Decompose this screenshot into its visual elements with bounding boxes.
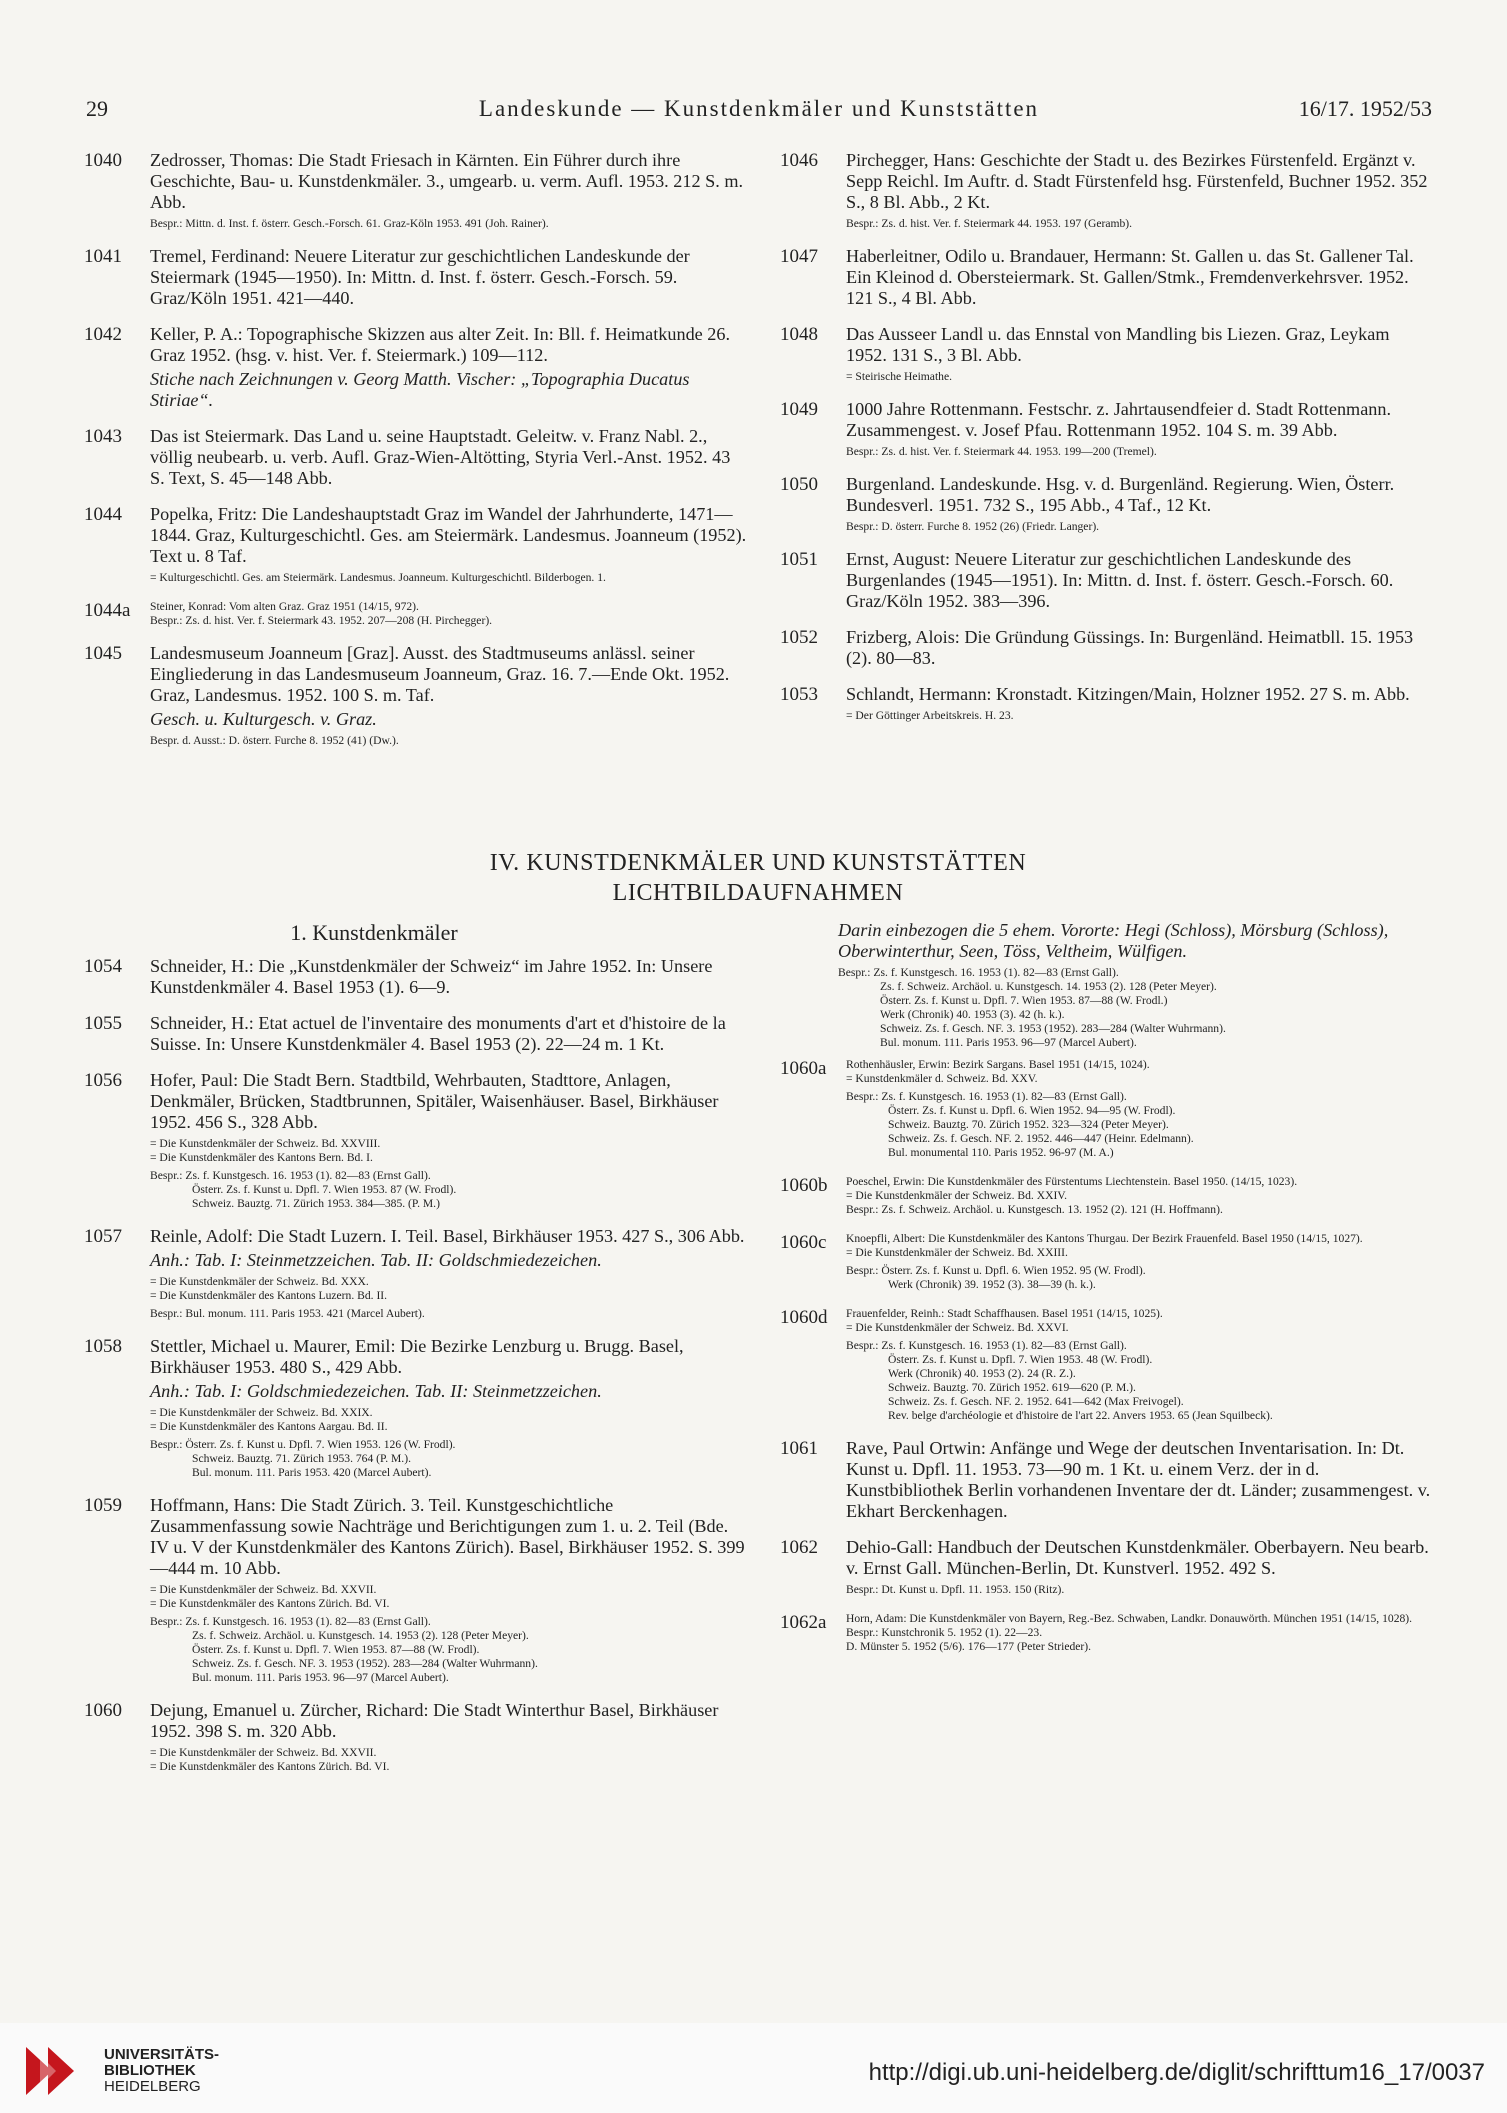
entry-text: Pirchegger, Hans: Geschichte der Stadt u. des Bezirkes Fürstenfeld. Ergänzt v. Sepp Reichl. Im Auftr. d. Stadt Fürstenfeld hsg. Fürstenfeld, Buchner 1952. 352 S., 8 Bl. Abb., 2 Kt.	[846, 150, 1428, 212]
entry-text: Dejung, Emanuel u. Zürcher, Richard: Die Stadt Winterthur Basel, Birkhäuser 1952. 398 S. m. 320 Abb.	[150, 1700, 719, 1741]
entry-number: 1041	[84, 246, 122, 267]
entry-number: 1044	[84, 504, 122, 525]
entry-note: Bespr.: Zs. d. hist. Ver. f. Steiermark 44. 1953. 197 (Geramb).	[846, 217, 1133, 230]
subsection-heading: 1. Kunstdenkmäler	[290, 920, 458, 945]
issue-number: 16/17. 1952/53	[1298, 96, 1432, 121]
bib-entry-1044	[84, 504, 748, 585]
continuation-1060	[780, 920, 1432, 1050]
running-title: Landeskunde — Kunstdenkmäler und Kunststätten	[478, 96, 1040, 121]
review-block	[838, 966, 1432, 1050]
entry-number: 1060d	[780, 1307, 828, 1328]
entry-review: Bespr.: Zs. f. Kunstgesch. 16. 1953 (1). 82—83 (Ernst Gall).	[150, 1615, 431, 1628]
entry-number: 1048	[780, 324, 818, 345]
section-title-line1: IV. KUNSTDENKMÄLER UND KUNSTSTÄTTEN	[489, 850, 1027, 876]
entry-review: Bul. monum. 111. Paris 1953. 96—97 (Marcel Aubert).	[880, 1036, 1137, 1049]
entry-number: 1045	[84, 643, 122, 664]
entry-number: 1059	[84, 1495, 122, 1516]
entry-number: 1056	[84, 1070, 122, 1091]
bib-entry-1056	[84, 1070, 748, 1211]
entry-note: = Die Kunstdenkmäler der Schweiz. Bd. XXVIII.	[150, 1137, 381, 1150]
entry-note: = Die Kunstdenkmäler der Schweiz. Bd. XXVI.	[846, 1321, 1069, 1334]
bib-entry-1053	[780, 684, 1432, 723]
entry-review: Bespr.: Zs. f. Kunstgesch. 16. 1953 (1). 82—83 (Ernst Gall).	[846, 1090, 1127, 1103]
entry-review: Werk (Chronik) 40. 1953 (2). 24 (R. Z.).	[888, 1367, 1076, 1380]
bib-entry-1041	[84, 246, 748, 309]
entry-number: 1046	[780, 150, 818, 171]
entry-text: Rave, Paul Ortwin: Anfänge und Wege der deutschen Inventarisation. In: Dt. Kunst u. Dpfl. 11. 1953. 73—90 m. 1 Kt. u. einem Verz. der in d. Kunstbibliothek Berlin vorhandenen Inventare der dt. Länder; zusammengest. v. Ekhart Berckenhagen.	[846, 1438, 1431, 1521]
bib-entry-1049	[780, 399, 1432, 459]
entry-number: 1057	[84, 1226, 122, 1247]
bib-entry-1060d	[780, 1307, 1432, 1423]
bib-entry-1057	[84, 1226, 748, 1321]
entry-number: 1051	[780, 549, 818, 570]
entry-italic-note: Darin einbezogen die 5 ehem. Vororte: Hegi (Schloss), Mörsburg (Schloss), Oberwinterthur, Seen, Töss, Veltheim, Wülfigen.	[838, 920, 1389, 961]
entry-review: Werk (Chronik) 39. 1952 (3). 38—39 (h. k.).	[888, 1278, 1096, 1291]
entry-note: Frauenfelder, Reinh.: Stadt Schaffhausen. Basel 1951 (14/15, 1025).	[846, 1307, 1163, 1320]
entry-note: Bespr.: Kunstchronik 5. 1952 (1). 22—23.	[846, 1626, 1043, 1639]
entry-number: 1053	[780, 684, 818, 705]
entry-number: 1050	[780, 474, 818, 495]
bib-entry-1047	[780, 246, 1432, 309]
entry-note: Steiner, Konrad: Vom alten Graz. Graz 1951 (14/15, 972).	[150, 600, 419, 613]
entry-text: 1000 Jahre Rottenmann. Festschr. z. Jahrtausendfeier d. Stadt Rottenmann. Zusammengest. v. Josef Pfau. Rottenmann 1952. 104 S. m. 39 Abb.	[846, 399, 1392, 440]
entry-note: = Die Kunstdenkmäler der Schweiz. Bd. XXIV.	[846, 1189, 1068, 1202]
entry-note: = Die Kunstdenkmäler des Kantons Zürich. Bd. VI.	[150, 1760, 390, 1773]
entry-review: Bespr.: Zs. f. Kunstgesch. 16. 1953 (1). 82—83 (Ernst Gall).	[838, 966, 1119, 979]
entry-text: Tremel, Ferdinand: Neuere Literatur zur geschichtlichen Landeskunde der Steiermark (1945—1950). In: Mittn. d. Inst. f. österr. Gesch.-Forsch. 59. Graz/Köln 1951. 421—440.	[150, 246, 690, 308]
entry-text: Schlandt, Hermann: Kronstadt. Kitzingen/Main, Holzner 1952. 27 S. m. Abb.	[846, 684, 1410, 704]
entry-note: = Die Kunstdenkmäler des Kantons Luzern. Bd. II.	[150, 1289, 388, 1302]
bib-entry-1060c	[780, 1232, 1432, 1292]
entry-note: = Die Kunstdenkmäler der Schweiz. Bd. XXIII.	[846, 1246, 1068, 1259]
left-column-top	[84, 150, 748, 763]
entry-review: Schweiz. Bauztg. 71. Zürich 1953. 764 (P. M.).	[192, 1452, 411, 1465]
entry-note: = Kunstdenkmäler d. Schweiz. Bd. XXV.	[846, 1072, 1038, 1085]
entry-text: Schneider, H.: Die „Kunstdenkmäler der Schweiz“ im Jahre 1952. In: Unsere Kunstdenkmäler 4. Basel 1953 (1). 6—9.	[150, 956, 713, 997]
entry-review: Werk (Chronik) 40. 1953 (3). 42 (h. k.).	[880, 1008, 1065, 1021]
entry-number: 1040	[84, 150, 122, 171]
entry-text: Burgenland. Landeskunde. Hsg. v. d. Burgenländ. Regierung. Wien, Österr. Bundesverl. 1951. 732 S., 195 Abb., 4 Taf., 12 Kt.	[846, 474, 1395, 515]
entry-note: Bespr.: Mittn. d. Inst. f. österr. Gesch.-Forsch. 61. Graz-Köln 1953. 491 (Joh. Rainer).	[150, 217, 549, 230]
section-heading	[84, 848, 1432, 908]
entry-review: Zs. f. Schweiz. Archäol. u. Kunstgesch. 14. 1953 (2). 128 (Peter Meyer).	[192, 1629, 529, 1642]
library-line3: HEIDELBERG	[104, 2078, 201, 2095]
entry-number: 1060b	[780, 1175, 828, 1196]
entry-note: Horn, Adam: Die Kunstdenkmäler von Bayern, Reg.-Bez. Schwaben, Landkr. Donauwörth. München 1951 (14/15, 1028).	[846, 1612, 1413, 1625]
entry-note: = Die Kunstdenkmäler der Schweiz. Bd. XXX.	[150, 1275, 369, 1288]
bib-entry-1042	[84, 324, 748, 411]
entry-number: 1049	[780, 399, 818, 420]
entry-italic-note: Stiche nach Zeichnungen v. Georg Matth. Vischer: „Topographia Ducatus Stiriae“.	[150, 369, 690, 410]
bib-entry-1048	[780, 324, 1432, 384]
entry-text: Das Ausseer Landl u. das Ennstal von Mandling bis Liezen. Graz, Leykam 1952. 131 S., 3 Bl. Abb.	[846, 324, 1390, 365]
entry-note: = Die Kunstdenkmäler der Schweiz. Bd. XXVII.	[150, 1583, 377, 1596]
bib-entry-1051	[780, 549, 1432, 612]
entry-review: Schweiz. Bauztg. 70. Zürich 1952. 619—620 (P. M.).	[888, 1381, 1136, 1394]
right-column-bottom	[780, 920, 1432, 1669]
bib-entry-1058	[84, 1336, 748, 1480]
entry-review: Bul. monumental 110. Paris 1952. 96-97 (M. A.)	[888, 1146, 1114, 1159]
bib-entry-1062	[780, 1537, 1432, 1597]
entry-note: Bespr.: D. österr. Furche 8. 1952 (26) (Friedr. Langer).	[846, 520, 1100, 533]
bib-entry-1044a	[84, 600, 748, 628]
entry-text: Zedrosser, Thomas: Die Stadt Friesach in Kärnten. Ein Führer durch ihre Geschichte, Bau- u. Kunstdenkmäler. 3., umgearb. u. verm. Aufl. 1953. 212 S. m. Abb.	[150, 150, 744, 212]
entry-review: Schweiz. Zs. f. Gesch. NF. 2. 1952. 446—447 (Heinr. Edelmann).	[888, 1132, 1194, 1145]
bib-entry-1052	[780, 627, 1432, 669]
university-library-logo-icon	[18, 2041, 88, 2099]
entry-text: Dehio-Gall: Handbuch der Deutschen Kunstdenkmäler. Oberbayern. Neu bearb. v. Ernst Gall. München-Berlin, Dt. Kunstverl. 1952. 492 S.	[846, 1537, 1429, 1578]
entry-note: = Steirische Heimathe.	[846, 370, 953, 383]
entry-note: Bespr. d. Ausst.: D. österr. Furche 8. 1952 (41) (Dw.).	[150, 734, 399, 747]
entry-number: 1060a	[780, 1058, 827, 1079]
entry-number: 1042	[84, 324, 122, 345]
library-line2: BIBLIOTHEK	[104, 2062, 196, 2079]
bib-entry-1040	[84, 150, 748, 231]
entry-text: Das ist Steiermark. Das Land u. seine Hauptstadt. Geleitw. v. Franz Nabl. 2., völlig neubearb. u. verb. Aufl. Graz-Wien-Altötting, Styria Verl.-Anst. 1952. 43 S. Text, S. 45—148 Abb.	[150, 426, 731, 488]
entry-note: = Die Kunstdenkmäler des Kantons Aargau. Bd. II.	[150, 1420, 388, 1433]
entry-note: = Die Kunstdenkmäler des Kantons Zürich. Bd. VI.	[150, 1597, 390, 1610]
entry-number: 1058	[84, 1336, 122, 1357]
right-column-top	[780, 150, 1432, 738]
entry-text: Reinle, Adolf: Die Stadt Luzern. I. Teil. Basel, Birkhäuser 1953. 427 S., 306 Abb.	[150, 1226, 745, 1246]
entry-italic-note: Anh.: Tab. I: Goldschmiedezeichen. Tab. II: Steinmetzzeichen.	[150, 1381, 602, 1401]
library-line1: UNIVERSITÄTS-	[104, 2046, 220, 2063]
entry-review: Zs. f. Schweiz. Archäol. u. Kunstgesch. 14. 1953 (2). 128 (Peter Meyer).	[880, 980, 1217, 993]
entry-review: Österr. Zs. f. Kunst u. Dpfl. 7. Wien 1953. 87—88 (W. Frodl).	[192, 1643, 480, 1656]
entry-review: Bul. monum. 111. Paris 1953. 96—97 (Marcel Aubert).	[192, 1671, 449, 1684]
entry-note: Rothenhäusler, Erwin: Bezirk Sargans. Basel 1951 (14/15, 1024).	[846, 1058, 1150, 1071]
entry-number: 1043	[84, 426, 122, 447]
entry-note: = Die Kunstdenkmäler der Schweiz. Bd. XXVII.	[150, 1746, 377, 1759]
entry-note: = Kulturgeschichtl. Ges. am Steiermärk. Landesmus. Joanneum. Kulturgeschichtl. Bilderbogen. 1.	[150, 571, 606, 584]
entry-note: D. Münster 5. 1952 (5/6). 176—177 (Peter Strieder).	[846, 1640, 1092, 1653]
entry-number: 1052	[780, 627, 818, 648]
entry-number: 1061	[780, 1438, 818, 1459]
entry-review: Österr. Zs. f. Kunst u. Dpfl. 7. Wien 1953. 87—88 (W. Frodl.)	[880, 994, 1168, 1007]
bib-entry-1054	[84, 956, 748, 998]
bib-entry-1059	[84, 1495, 748, 1685]
entry-note: = Die Kunstdenkmäler der Schweiz. Bd. XXIX.	[150, 1406, 373, 1419]
entry-text: Stettler, Michael u. Maurer, Emil: Die Bezirke Lenzburg u. Brugg. Basel, Birkhäuser 1953. 480 S., 429 Abb.	[150, 1336, 684, 1377]
entry-review: Österr. Zs. f. Kunst u. Dpfl. 6. Wien 1952. 94—95 (W. Frodl).	[888, 1104, 1176, 1117]
entry-number: 1055	[84, 1013, 122, 1034]
entry-number: 1044a	[84, 600, 131, 621]
bib-entry-1043	[84, 426, 748, 489]
entry-review: Bespr.: Zs. f. Kunstgesch. 16. 1953 (1). 82—83 (Ernst Gall).	[150, 1169, 431, 1182]
entry-review: Schweiz. Zs. f. Gesch. NF. 3. 1953 (1952). 283—284 (Walter Wuhrmann).	[880, 1022, 1226, 1035]
entry-text: Frizberg, Alois: Die Gründung Güssings. In: Burgenländ. Heimatbll. 15. 1953 (2). 80—83.	[846, 627, 1414, 668]
entry-number: 1062a	[780, 1612, 827, 1633]
entry-review: Bul. monum. 111. Paris 1953. 420 (Marcel Aubert).	[192, 1466, 432, 1479]
entry-number: 1054	[84, 956, 122, 977]
entry-review: Österr. Zs. f. Kunst u. Dpfl. 7. Wien 1953. 87 (W. Frodl).	[192, 1183, 457, 1196]
entry-review: Schweiz. Zs. f. Gesch. NF. 2. 1952. 641—642 (Max Freivogel).	[888, 1395, 1184, 1408]
bib-entry-1062a	[780, 1612, 1432, 1654]
bib-entry-1060b	[780, 1175, 1432, 1217]
entry-note: = Der Göttinger Arbeitskreis. H. 23.	[846, 709, 1014, 722]
entry-review: Bespr.: Österr. Zs. f. Kunst u. Dpfl. 7. Wien 1953. 126 (W. Frodl).	[150, 1438, 456, 1451]
entry-review: Bespr.: Österr. Zs. f. Kunst u. Dpfl. 6. Wien 1952. 95 (W. Frodl).	[846, 1264, 1146, 1277]
entry-text: Keller, P. A.: Topographische Skizzen aus alter Zeit. In: Bll. f. Heimatkunde 26. Graz 1952. (hsg. v. hist. Ver. f. Steiermark.) 109—112.	[150, 324, 731, 365]
entry-note: Bespr.: Zs. d. hist. Ver. f. Steiermark 43. 1952. 207—208 (H. Pirchegger).	[150, 614, 493, 627]
library-name	[104, 2047, 219, 2095]
entry-text: Popelka, Fritz: Die Landeshauptstadt Graz im Wandel der Jahrhunderte, 1471—1844. Graz, Kulturgeschichtl. Ges. am Steiermärk. Landesmus. Joanneum (1952). Text u. 8 Taf.	[150, 504, 747, 566]
entry-number: 1062	[780, 1537, 818, 1558]
entry-number: 1060c	[780, 1232, 827, 1253]
source-url-link[interactable]: http://digi.ub.uni-heidelberg.de/diglit/schrifttum16_17/0037	[868, 2059, 1485, 2086]
entry-text: Hoffmann, Hans: Die Stadt Zürich. 3. Teil. Kunstgeschichtliche Zusammenfassung sowie Nachträge und Berichtigungen zum 1. u. 2. Teil (Bde. IV u. V der Kunstdenkmäler des Kantons Zürich). Basel, Birkhäuser 1952. S. 399—444 m. 10 Abb.	[150, 1495, 745, 1578]
entry-review: Schweiz. Bauztg. 70. Zürich 1952. 323—324 (Peter Meyer).	[888, 1118, 1169, 1131]
entry-italic-note: Anh.: Tab. I: Steinmetzzeichen. Tab. II: Goldschmiedezeichen.	[150, 1250, 602, 1270]
entry-note: Poeschel, Erwin: Die Kunstdenkmäler des Fürstentums Liechtenstein. Basel 1950. (14/15, 1023).	[846, 1175, 1298, 1188]
entry-number: 1060	[84, 1700, 122, 1721]
entry-review: Bespr.: Bul. monum. 111. Paris 1953. 421 (Marcel Aubert).	[150, 1307, 425, 1320]
bib-entry-1061	[780, 1438, 1432, 1522]
bib-entry-1046	[780, 150, 1432, 231]
entry-text: Ernst, August: Neuere Literatur zur geschichtlichen Landeskunde des Burgenlandes (1945—1951). In: Mittn. d. Inst. f. österr. Gesch.-Forsch. 60. Graz/Köln 1952. 383—396.	[846, 549, 1394, 611]
entry-review: Österr. Zs. f. Kunst u. Dpfl. 7. Wien 1953. 48 (W. Frodl).	[888, 1353, 1153, 1366]
entry-review: Rev. belge d'archéologie et d'histoire de l'art 22. Anvers 1953. 65 (Jean Squilbeck).	[888, 1409, 1273, 1422]
entry-italic-note: Gesch. u. Kulturgesch. v. Graz.	[150, 709, 377, 729]
entry-note: Bespr.: Dt. Kunst u. Dpfl. 11. 1953. 150 (Ritz).	[846, 1583, 1065, 1596]
entry-text: Schneider, H.: Etat actuel de l'inventaire des monuments d'art et d'histoire de la Suisse. In: Unsere Kunstdenkmäler 4. Basel 1953 (2). 22—24 m. 1 Kt.	[150, 1013, 726, 1054]
entry-text: Haberleitner, Odilo u. Brandauer, Hermann: St. Gallen u. das St. Gallener Tal. Ein Kleinod d. Obersteiermark. St. Gallen/Stmk., Fremdenverkehrsver. 1952. 121 S., 4 Bl. Abb.	[846, 246, 1414, 308]
entry-note: Knoepfli, Albert: Die Kunstdenkmäler des Kantons Thurgau. Der Bezirk Frauenfeld. Basel 1950 (14/15, 1027).	[846, 1232, 1363, 1245]
entry-review: Bespr.: Zs. f. Kunstgesch. 16. 1953 (1). 82—83 (Ernst Gall).	[846, 1339, 1127, 1352]
running-header	[86, 96, 1432, 130]
entry-text: Landesmuseum Joanneum [Graz]. Ausst. des Stadtmuseums anlässl. seiner Eingliederung in das Landesmuseum Joanneum, Graz. 16. 7.—Ende Okt. 1952. Graz, Landesmus. 1952. 100 S. m. Taf.	[150, 643, 730, 705]
entry-review: Schweiz. Zs. f. Gesch. NF. 3. 1953 (1952). 283—284 (Walter Wuhrmann).	[192, 1657, 538, 1670]
entry-note: = Die Kunstdenkmäler des Kantons Bern. Bd. I.	[150, 1151, 373, 1164]
entry-text: Hofer, Paul: Die Stadt Bern. Stadtbild, Wehrbauten, Stadttore, Anlagen, Denkmäler, Brücken, Stadtbrunnen, Spitäler, Waisenhäuser. Basel, Birkhäuser 1952. 456 S., 328 Abb.	[150, 1070, 719, 1132]
left-column-bottom	[84, 956, 748, 1789]
bib-entry-1060a	[780, 1058, 1432, 1160]
entry-note: Bespr.: Zs. d. hist. Ver. f. Steiermark 44. 1953. 199—200 (Tremel).	[846, 445, 1157, 458]
section-title-line2: LICHTBILDAUFNAHMEN	[612, 880, 904, 906]
entry-number: 1047	[780, 246, 818, 267]
bib-entry-1050	[780, 474, 1432, 534]
bib-entry-1060	[84, 1700, 748, 1774]
bib-entry-1045	[84, 643, 748, 748]
entry-note: Bespr.: Zs. f. Schweiz. Archäol. u. Kunstgesch. 13. 1952 (2). 121 (H. Hoffmann).	[846, 1203, 1223, 1216]
page-number: 29	[86, 96, 108, 121]
bib-entry-1055	[84, 1013, 748, 1055]
entry-review: Schweiz. Bauztg. 71. Zürich 1953. 384—385. (P. M.)	[192, 1197, 440, 1210]
